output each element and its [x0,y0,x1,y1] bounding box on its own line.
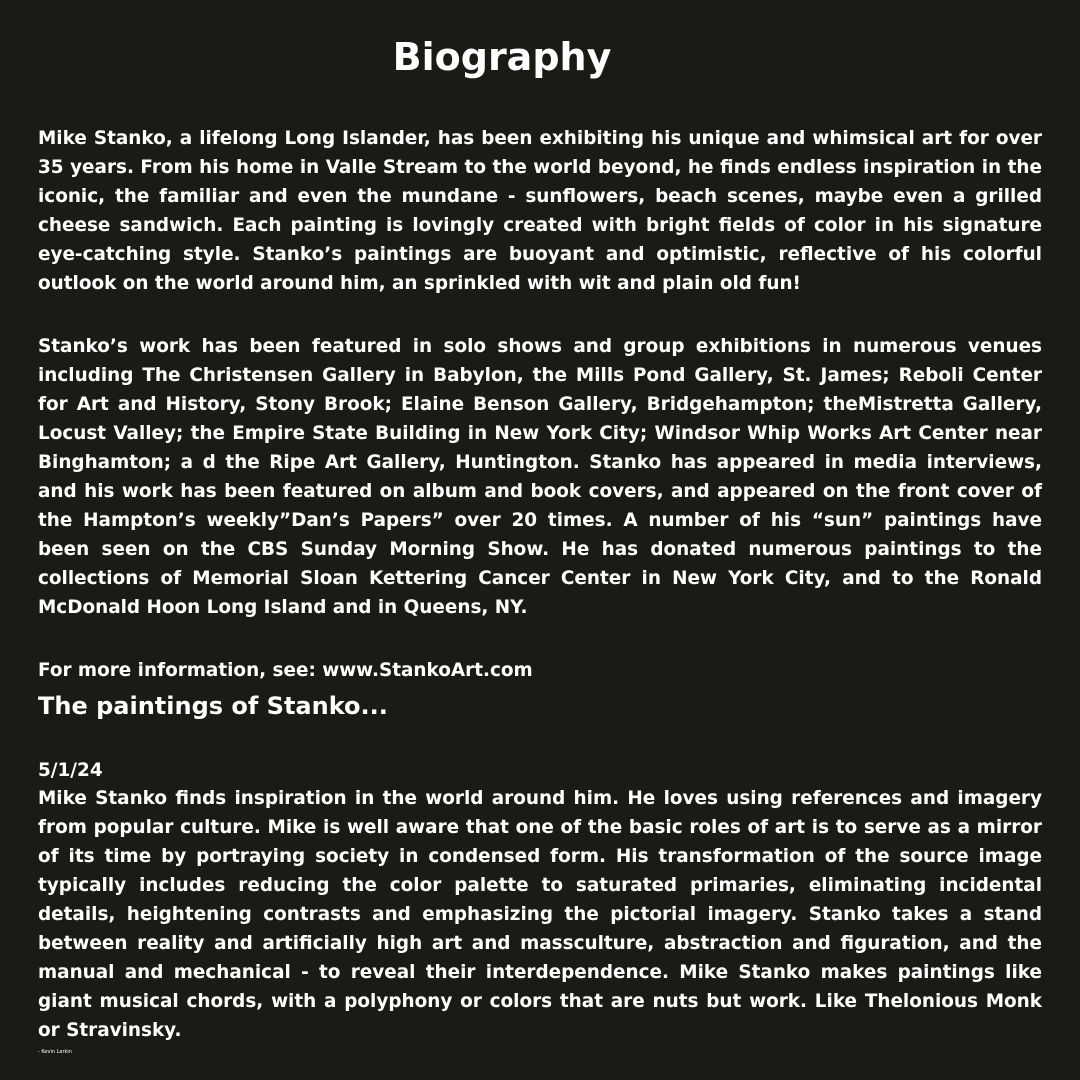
review-date: 5/1/24 [38,760,103,781]
review-paragraph: Mike Stanko finds inspiration in the world around him. He loves using references and imagery from popular culture. Mike is well aware that one of the basic roles of art is to serve as a mirror of its time by portraying society in condensed form. His transformation of the source image typically includes reducing the color palette to saturated primaries, eliminating incidental details, heightening contrasts and emphasizing the pictorial imagery. Stanko takes a stand between reality and artificially high art and massculture, abstraction and figuration, and the manual and mechanical - to reveal their interdependence. Mike Stanko makes paintings like giant musical chords, with a polyphony or colors that are nuts but work. Like Thelonious Monk or Stravinsky. [38,788,1042,1041]
bio-paragraph-1: Mike Stanko, a lifelong Long Islander, has been exhibiting his unique and whimsical art for over 35 years. From his home in Valle Stream to the world beyond, he finds endless inspiration in the iconic, the familiar and even the mundane - sunflowers, beach scenes, maybe even a grilled cheese sandwich. Each painting is lovingly created with bright fields of color in his signature eye-catching style. Stanko’s paintings are buoyant and optimistic, reflective of his colorful outlook on the world around him, an sprinkled with wit and plain old fun! [38,128,1042,294]
review-credit: - Kevin Larkin [38,1049,72,1055]
page-title: Biography [392,35,612,79]
section-subtitle: The paintings of Stanko... [38,692,388,720]
bio-paragraph-2: Stanko’s work has been featured in solo shows and group exhibitions in numerous venues including The Christensen Gallery in Babylon, the Mills Pond Gallery, St. James; Reboli Center for Art and History, Stony Brook; Elaine Benson Gallery, Bridgehampton; theMistretta Gallery, Locust Valley; the Empire State Building in New York City; Windsor Whip Works Art Center near Binghamton; a d the Ripe Art Gallery, Huntington. Stanko has appeared in media interviews, and his work has been featured on album and book covers, and appeared on the front cover of the Hampton’s weekly”Dan’s Papers” over 20 times. A number of his “sun” paintings have been seen on the CBS Sunday Morning Show. He has donated numerous paintings to the collections of Memorial Sloan Kettering Cancer Center in New York City, and to the Ronald McDonald Hoon Long Island and in Queens, NY. [38,336,1042,618]
more-info-text: For more information, see: www.StankoArt.com [38,660,533,681]
